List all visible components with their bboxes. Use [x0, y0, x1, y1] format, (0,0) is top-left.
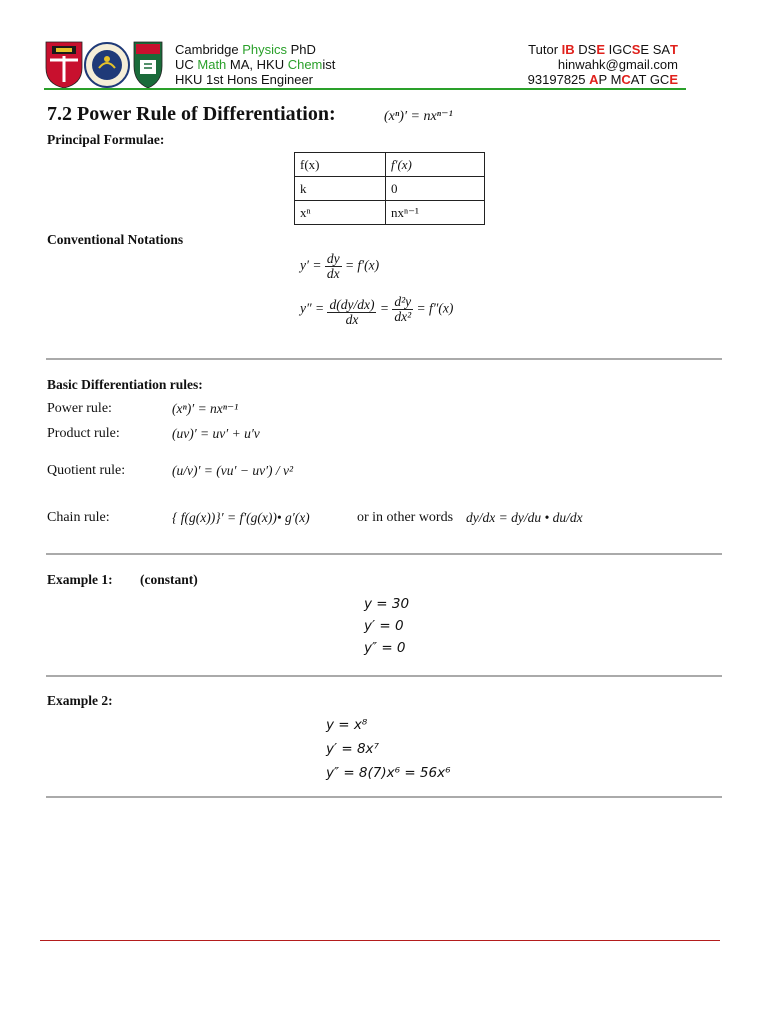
- header-text-fragment: Math: [197, 57, 227, 72]
- header-text-fragment: Cambridge: [175, 42, 243, 57]
- header-text-fragment: C: [621, 72, 631, 87]
- section-divider: [46, 796, 722, 798]
- basic-rules-label: Basic Differentiation rules:: [47, 377, 203, 392]
- chain-rule-label: Chain rule:: [47, 510, 110, 525]
- d-dydx-dx-fraction: [327, 292, 376, 327]
- notation-rhs: = f′(x): [344, 257, 380, 273]
- dy-dx-fraction: [325, 252, 342, 281]
- uc-seal-icon: [85, 43, 129, 87]
- example-1-line: y′ = 0: [364, 618, 404, 634]
- section-divider: [46, 553, 722, 555]
- chain-rule-formula: { f(g(x))}′ = f′(g(x))• g′(x): [172, 510, 310, 525]
- table-cell: f′(x): [386, 153, 485, 177]
- fraction-denominator: dx: [345, 312, 359, 327]
- fraction-numerator: d(dy/dx): [327, 292, 376, 313]
- fraction-numerator: d²y: [394, 294, 412, 309]
- header-text-fragment: UC: [175, 57, 198, 72]
- header-text-fragment: hinwahk@gmail.com: [557, 57, 678, 72]
- notation-rhs: = f″(x): [416, 300, 454, 316]
- header-left-line: [175, 57, 335, 72]
- header-text-fragment: B: [565, 42, 575, 57]
- footer-divider: [40, 940, 720, 941]
- header-divider: [44, 88, 686, 90]
- table-row: [295, 201, 485, 225]
- header-right-line: [528, 57, 678, 72]
- quotient-rule-label: Quotient rule:: [47, 463, 126, 478]
- example-2-label: Example 2:: [47, 693, 113, 708]
- table-cell: 0: [386, 177, 485, 201]
- page-title: 7.2 Power Rule of Differentiation:: [47, 103, 336, 125]
- example-2-line: y′ = 8x⁷: [326, 741, 379, 757]
- example-1-line: y″ = 0: [364, 640, 406, 656]
- header-text-fragment: P M: [598, 72, 622, 87]
- fraction-numerator: dy: [326, 251, 340, 266]
- header-text-fragment: E: [596, 42, 606, 57]
- principal-formulae-label: Principal Formulae:: [47, 132, 165, 147]
- header-text-fragment: T: [670, 42, 678, 57]
- notation-lhs: y″ =: [300, 300, 325, 316]
- example-2-line: y″ = 8(7)x⁶ = 56x⁶: [326, 765, 451, 781]
- header-left-line: [175, 42, 335, 57]
- table-cell: nxⁿ⁻¹: [386, 201, 485, 225]
- header-left-line: [175, 72, 335, 87]
- fraction-denominator: dx²: [394, 309, 412, 324]
- header-text-fragment: Tutor: [528, 42, 562, 57]
- university-logos: [44, 40, 164, 90]
- notation-second-derivative: y″ = $\frac{d(dy/dx)}{dx}$ = $\frac{\text{d²y}}{\text{dx²}}$ = f″(x): [300, 294, 454, 327]
- header-text-fragment: Chem: [287, 57, 323, 72]
- hku-crest-icon: [134, 42, 162, 88]
- d2y-dx2-fraction: [392, 295, 413, 324]
- header-text-fragment: A: [589, 72, 599, 87]
- example-2-line: y = x⁸: [326, 717, 368, 733]
- section-divider: [46, 675, 722, 677]
- chain-rule-other-words: or in other words: [357, 510, 454, 525]
- header-text-fragment: I: [561, 42, 566, 57]
- notation-first-derivative: [300, 252, 379, 281]
- chain-rule-leibniz: dy/dx = dy/du • du/dx: [466, 510, 583, 525]
- page-header: [0, 0, 768, 92]
- header-text-fragment: E SA: [640, 42, 671, 57]
- product-rule-label: Product rule:: [47, 426, 120, 441]
- table-cell: k: [295, 177, 386, 201]
- formula-table: [294, 152, 485, 225]
- header-text-fragment: AT GC: [630, 72, 670, 87]
- example-1-line: y = 30: [364, 596, 410, 612]
- fraction-denominator: dx: [326, 266, 340, 281]
- table-cell: xⁿ: [295, 201, 386, 225]
- header-text-fragment: S: [631, 42, 641, 57]
- example-1-label: Example 1:: [47, 572, 113, 587]
- header-right-line: [528, 42, 678, 57]
- table-row: [295, 177, 485, 201]
- power-rule-formula: (xⁿ)′ = nxⁿ⁻¹: [172, 401, 239, 416]
- header-text-fragment: Physics: [242, 42, 287, 57]
- header-right-line: [528, 72, 678, 87]
- header-right-contact: [528, 42, 678, 87]
- conventional-notations-label: Conventional Notations: [47, 232, 184, 247]
- section-divider: [46, 358, 722, 360]
- cambridge-crest-icon: [46, 42, 82, 88]
- header-text-fragment: PhD: [287, 42, 316, 57]
- table-row: [295, 153, 485, 177]
- header-left-credentials: [175, 42, 335, 87]
- header-text-fragment: E: [669, 72, 678, 87]
- table-cell: f(x): [295, 153, 386, 177]
- header-text-fragment: HKU 1st Hons Engineer: [175, 72, 314, 87]
- notation-lhs: y′ =: [300, 257, 322, 273]
- header-text-fragment: MA, HKU: [226, 57, 288, 72]
- header-text-fragment: 93197825: [527, 72, 590, 87]
- product-rule-formula: (uv)′ = uv′ + u′v: [172, 426, 260, 441]
- quotient-rule-formula: (u/v)′ = (vu′ − uv′) / v²: [172, 463, 294, 478]
- power-rule-label: Power rule:: [47, 401, 112, 416]
- header-text-fragment: ist: [322, 57, 336, 72]
- header-text-fragment: IGC: [605, 42, 632, 57]
- header-text-fragment: DS: [574, 42, 597, 57]
- title-formula: (xⁿ)′ = nxⁿ⁻¹: [384, 109, 453, 124]
- example-1-subtitle: (constant): [140, 572, 198, 587]
